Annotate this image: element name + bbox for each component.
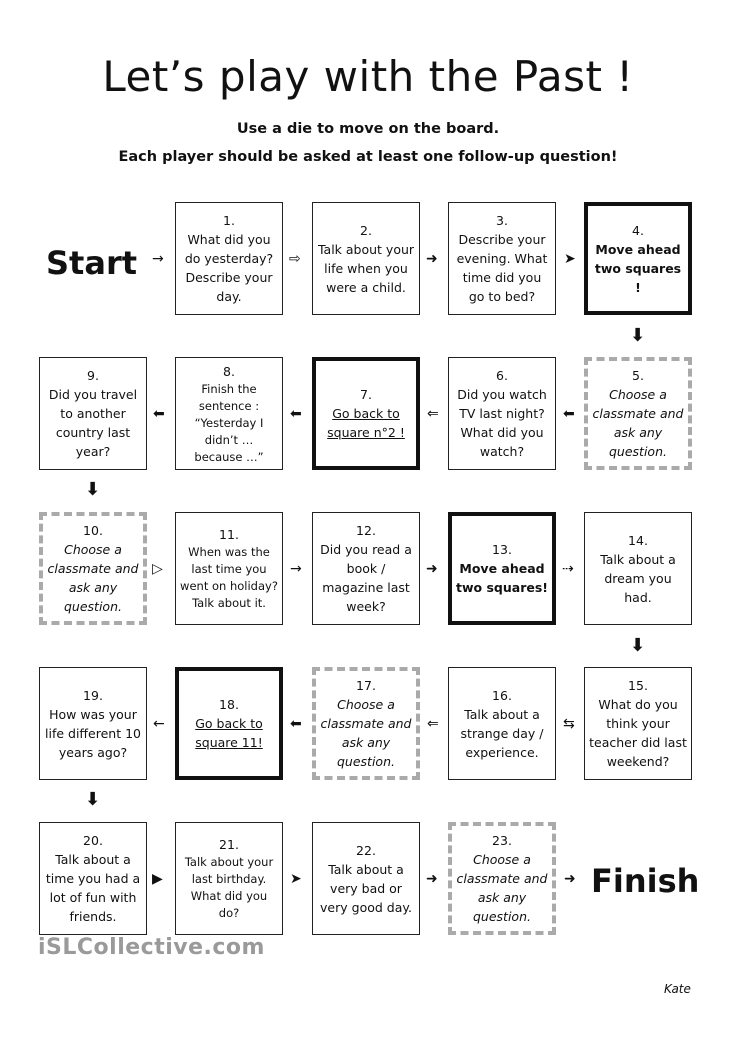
arrow-left-icon: ←: [153, 716, 165, 732]
arrow-left-outline-icon: ⇐: [427, 716, 439, 732]
square-16: 16. Talk about a strange day / experience.: [448, 667, 556, 780]
arrow-right-outline-icon: ▷: [152, 561, 163, 577]
arrow-down-icon: ⬇: [85, 479, 101, 500]
square-21: 21. Talk about your last birthday. What did you do?: [175, 822, 283, 935]
square-15: 15. What do you think your teacher did last weekend?: [584, 667, 692, 780]
square-4: 4. Move ahead two squares !: [584, 202, 692, 315]
arrow-left-outline-icon: ⇐: [427, 406, 439, 422]
arrow-left-icon: ⬅: [290, 406, 302, 422]
square-10: 10. Choose a classmate and ask any question.: [39, 512, 147, 625]
square-22: 22. Talk about a very bad or very good day.: [312, 822, 420, 935]
instructions-line-1: Use a die to move on the board.: [236, 121, 500, 137]
arrow-right-icon: ➜: [426, 251, 438, 267]
arrow-right-outline-icon: ⇨: [289, 251, 301, 267]
square-20: 20. Talk about a time you had a lot of fun with friends.: [39, 822, 147, 935]
finish-label: Finish: [591, 862, 700, 900]
square-8: 8. Finish the sentence : “Yesterday I didn’t … because …”: [175, 357, 283, 470]
watermark: iSLCollective.com: [38, 935, 265, 960]
arrow-right-icon: →: [290, 561, 302, 577]
arrow-left-icon: ⬅: [153, 406, 165, 422]
square-1: 1. What did you do yesterday? Describe your day.: [175, 202, 283, 315]
square-18: 18. Go back to square 11!: [175, 667, 283, 780]
square-2: 2. Talk about your life when you were a child.: [312, 202, 420, 315]
arrow-right-icon: ➜: [426, 871, 438, 887]
square-3: 3. Describe your evening. What time did you go to bed?: [448, 202, 556, 315]
square-23: 23. Choose a classmate and ask any question.: [448, 822, 556, 935]
author: Kate: [664, 982, 691, 996]
arrow-left-icon: ⬅: [563, 406, 575, 422]
square-13: 13. Move ahead two squares!: [448, 512, 556, 625]
arrow-right-dotted-icon: ⇢: [562, 561, 574, 577]
arrow-left-icon: ⬅: [290, 716, 302, 732]
arrow-right-icon: ▶: [152, 871, 163, 887]
square-11: 11. When was the last time you went on holiday? Talk about it.: [175, 512, 283, 625]
arrow-right-icon: ➤: [564, 251, 576, 267]
arrow-right-icon: ➜: [564, 871, 576, 887]
start-label: Start: [46, 244, 138, 282]
square-7: 7. Go back to square n°2 !: [312, 357, 420, 470]
arrow-down-icon: ⬇: [85, 789, 101, 810]
instructions-line-2: Each player should be asked at least one follow-up question!: [118, 149, 618, 165]
square-14: 14. Talk about a dream you had.: [584, 512, 692, 625]
arrow-down-icon: ⬇: [630, 635, 646, 656]
square-19: 19. How was your life different 10 years ago?: [39, 667, 147, 780]
square-5: 5. Choose a classmate and ask any question.: [584, 357, 692, 470]
arrow-left-double-icon: ⇆: [563, 716, 575, 732]
arrow-right-icon: →: [152, 251, 164, 267]
square-6: 6. Did you watch TV last night? What did you watch?: [448, 357, 556, 470]
arrow-right-icon: ➤: [290, 871, 302, 887]
page-title: Let’s play with the Past !: [102, 52, 634, 101]
square-17: 17. Choose a classmate and ask any question.: [312, 667, 420, 780]
arrow-down-icon: ⬇: [630, 325, 646, 346]
square-9: 9. Did you travel to another country last year?: [39, 357, 147, 470]
arrow-right-icon: ➜: [426, 561, 438, 577]
square-12: 12. Did you read a book / magazine last week?: [312, 512, 420, 625]
